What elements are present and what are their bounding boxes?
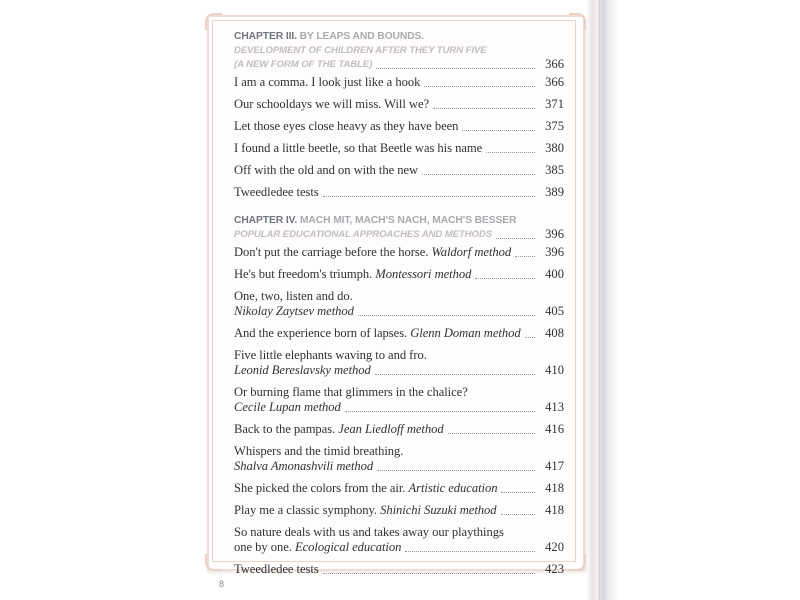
toc-entry-first-line: So nature deals with us and takes away our playthings bbox=[234, 525, 504, 539]
dot-leader bbox=[323, 572, 535, 574]
toc-entry-label: Tweedledee tests bbox=[234, 184, 319, 199]
dot-leader bbox=[496, 237, 535, 239]
chapter-spacer bbox=[234, 200, 564, 214]
toc-entry[interactable] bbox=[234, 459, 564, 474]
toc-entry-method: Cecile Lupan method bbox=[234, 400, 341, 414]
chapter-heading-4 bbox=[234, 214, 564, 243]
toc-entry-page: 375 bbox=[545, 118, 564, 133]
page-edge-shading bbox=[586, 0, 620, 600]
dot-leader bbox=[376, 67, 535, 69]
toc-entry[interactable] bbox=[234, 540, 564, 555]
toc-entry-page: 420 bbox=[545, 540, 564, 554]
toc-entry-page: 389 bbox=[545, 184, 564, 199]
page-number: 8 bbox=[219, 579, 225, 589]
dot-leader bbox=[358, 314, 535, 316]
table-of-contents bbox=[234, 30, 564, 576]
toc-entry-method: Montessori method bbox=[375, 267, 472, 281]
toc-entry-page: 418 bbox=[545, 481, 564, 495]
dot-leader bbox=[345, 410, 535, 412]
toc-entry-label: Tweedledee tests bbox=[234, 562, 319, 576]
toc-entry[interactable] bbox=[234, 267, 564, 282]
toc-entry-label: He's but freedom's triumph. Montessori method bbox=[234, 267, 472, 281]
toc-entry-label bbox=[234, 304, 354, 319]
toc-entry[interactable] bbox=[234, 75, 564, 90]
toc-entry-method: Waldorf method bbox=[431, 245, 512, 259]
page-gutter-line bbox=[598, 0, 601, 600]
chapter-4-subtitle-page: 396 bbox=[545, 227, 564, 241]
chapter-4-number: CHAPTER IV. bbox=[234, 214, 298, 226]
toc-entry[interactable] bbox=[234, 562, 564, 577]
toc-entry-label: Off with the old and on with the new bbox=[234, 162, 419, 177]
dot-leader bbox=[475, 277, 535, 279]
toc-entry-page: 416 bbox=[545, 422, 564, 436]
dot-leader bbox=[515, 255, 535, 257]
toc-entry[interactable] bbox=[234, 400, 564, 415]
toc-entry-page: 410 bbox=[545, 363, 564, 377]
toc-entry[interactable] bbox=[234, 481, 564, 496]
toc-entry-method: Artistic education bbox=[408, 481, 498, 495]
toc-entry-label: one by one. Ecological education bbox=[234, 540, 402, 554]
toc-entry-page: 396 bbox=[545, 245, 564, 259]
toc-entry[interactable] bbox=[234, 185, 564, 200]
chapter-4-subtitle-row[interactable] bbox=[234, 227, 564, 242]
toc-entry[interactable] bbox=[234, 326, 564, 341]
dot-leader bbox=[422, 173, 535, 175]
toc-entry-method: Nikolay Zaytsev method bbox=[234, 304, 354, 318]
toc-entry[interactable] bbox=[234, 163, 564, 178]
frame-corner-top-left bbox=[205, 13, 222, 30]
toc-entry[interactable] bbox=[234, 97, 564, 112]
toc-entry-page: 380 bbox=[545, 140, 564, 155]
toc-entry-label: I found a little beetle, so that Beetle was his name bbox=[234, 140, 483, 155]
toc-entry[interactable] bbox=[234, 363, 564, 378]
toc-entry[interactable] bbox=[234, 141, 564, 156]
frame-corner-bottom-left bbox=[205, 554, 222, 571]
dot-leader bbox=[501, 491, 535, 493]
dot-leader bbox=[405, 550, 535, 552]
toc-entry-label: She picked the colors from the air. Artistic education bbox=[234, 481, 498, 495]
toc-entry-label: Let those eyes close heavy as they have been bbox=[234, 118, 459, 133]
toc-entry-label: Back to the pampas. Jean Liedloff method bbox=[234, 422, 444, 436]
chapter-3-subtitle-line1: DEVELOPMENT OF CHILDREN AFTER THEY TURN FIVE bbox=[234, 44, 487, 56]
toc-entry-label bbox=[234, 400, 341, 415]
chapter-4-subtitle-line1: POPULAR EDUCATIONAL APPROACHES AND METHODS bbox=[234, 229, 493, 240]
toc-entry-page: 400 bbox=[545, 267, 564, 281]
toc-entry-method: Jean Liedloff method bbox=[338, 422, 444, 436]
toc-entry-page: 405 bbox=[545, 304, 564, 318]
toc-entry-method: Shinichi Suzuki method bbox=[380, 503, 497, 517]
dot-leader bbox=[462, 129, 535, 131]
toc-entry-label: And the experience born of lapses. Glenn Doman method bbox=[234, 326, 521, 340]
toc-entry-page: 423 bbox=[545, 562, 564, 576]
dot-leader bbox=[323, 195, 535, 197]
toc-entry-first-line: One, two, listen and do. bbox=[234, 289, 353, 303]
toc-entry-page: 418 bbox=[545, 503, 564, 517]
dot-leader bbox=[501, 513, 535, 515]
toc-entry-label: I am a comma. I look just like a hook bbox=[234, 74, 421, 89]
dot-leader bbox=[448, 432, 535, 434]
dot-leader bbox=[433, 107, 535, 109]
toc-entry-label: Don't put the carriage before the horse. Waldorf method bbox=[234, 245, 512, 259]
chapter-3-subtitle-page: 366 bbox=[545, 56, 564, 71]
toc-entry-first-line: Or burning flame that glimmers in the chalice? bbox=[234, 385, 468, 399]
toc-entry-page: 366 bbox=[545, 74, 564, 89]
toc-entry[interactable] bbox=[234, 503, 564, 518]
toc-entry-label bbox=[234, 363, 371, 378]
toc-entry-method: Shalva Amonashvili method bbox=[234, 459, 374, 473]
chapter-3-subtitle-line2: (A NEW FORM OF THE TABLE) bbox=[234, 58, 373, 70]
dot-leader bbox=[377, 469, 535, 471]
toc-entry[interactable] bbox=[234, 119, 564, 134]
chapter-3-subtitle-row[interactable] bbox=[234, 57, 564, 72]
toc-entry-page: 385 bbox=[545, 162, 564, 177]
chapter-3-heading-line bbox=[234, 30, 564, 44]
chapter-4-heading-line bbox=[234, 214, 564, 228]
dot-leader bbox=[375, 373, 535, 375]
toc-entry-method: Ecological education bbox=[294, 540, 402, 554]
dot-leader bbox=[424, 85, 535, 87]
toc-entry-first-line: Five little elephants waving to and fro. bbox=[234, 348, 427, 362]
dot-leader bbox=[525, 336, 535, 338]
frame-corner-top-right bbox=[569, 13, 586, 30]
toc-entry-page: 413 bbox=[545, 400, 564, 414]
toc-entry-page: 408 bbox=[545, 326, 564, 340]
toc-entry-label bbox=[234, 459, 373, 474]
dot-leader bbox=[486, 151, 535, 153]
chapter-3-title: BY LEAPS AND BOUNDS. bbox=[296, 31, 425, 42]
toc-entry-page: 371 bbox=[545, 96, 564, 111]
chapter-heading-3 bbox=[234, 30, 564, 72]
toc-entry[interactable] bbox=[234, 245, 564, 260]
toc-entry-first-line: Whispers and the timid breathing. bbox=[234, 444, 404, 458]
toc-entry-page: 417 bbox=[545, 459, 564, 473]
toc-entry-method: Glenn Doman method bbox=[410, 326, 521, 340]
chapter-3-number: CHAPTER III. bbox=[234, 31, 297, 42]
toc-entry-label: Our schooldays we will miss. Will we? bbox=[234, 96, 430, 111]
toc-entry[interactable] bbox=[234, 422, 564, 437]
toc-entry[interactable] bbox=[234, 304, 564, 319]
chapter-4-title: MACH MIT, MACH'S NACH, MACH'S BESSER bbox=[297, 214, 517, 226]
toc-entry-method: Leonid Bereslavsky method bbox=[234, 363, 371, 377]
toc-entry-label: Play me a classic symphony. Shinichi Suzuki method bbox=[234, 503, 497, 517]
